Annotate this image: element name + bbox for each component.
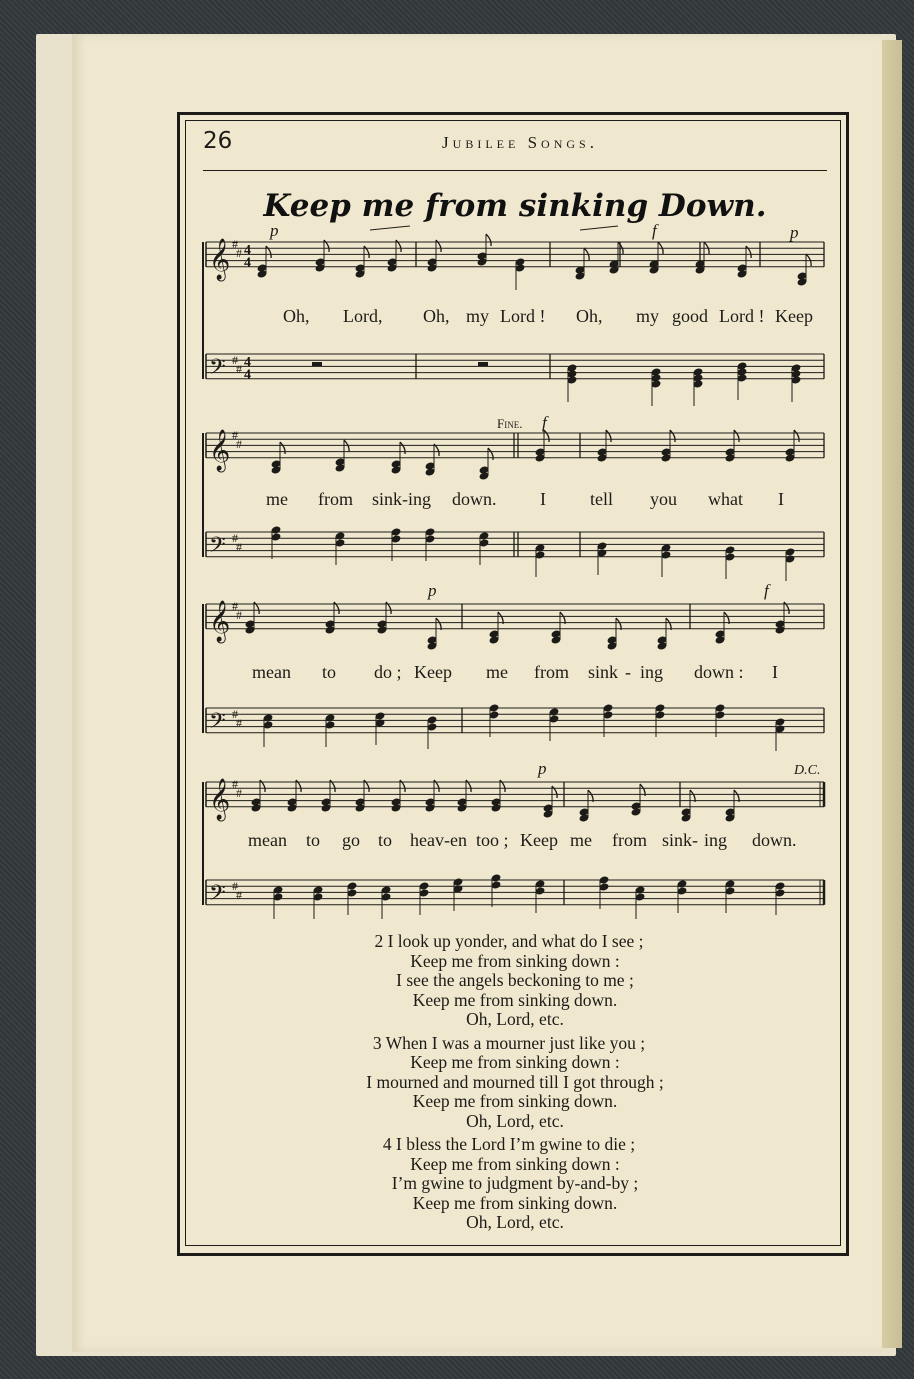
lyric-word: what: [708, 489, 743, 509]
note-flag: [486, 234, 491, 246]
lyric-word: from: [534, 662, 569, 682]
time-signature: 4: [244, 355, 251, 370]
sharp-icon: #: [236, 786, 242, 800]
lyric-word: tell: [590, 489, 613, 509]
verse-line: Oh, Lord, etc.: [466, 1212, 564, 1232]
lyric-word: Lord !: [500, 306, 546, 326]
lyric-word: too ;: [476, 830, 509, 850]
lyric-word: Keep: [775, 306, 813, 326]
verse-line: Keep me from sinking down.: [412, 1192, 618, 1213]
sharp-icon: #: [232, 531, 238, 545]
system-1-bass-staff: [206, 353, 824, 385]
sharp-icon: #: [236, 716, 242, 730]
note-flag: [344, 440, 349, 452]
lyric-word: I: [540, 489, 546, 509]
lyric-word: Oh,: [423, 306, 450, 326]
treble-clef-icon: 𝄞: [209, 600, 231, 642]
lyric-word: sink: [588, 662, 619, 682]
note-flag: [606, 430, 611, 442]
sharp-icon: #: [232, 353, 238, 367]
verse-line: Keep me from sinking down :: [410, 950, 620, 971]
sharp-icon: #: [232, 599, 238, 613]
lyric-word: I: [772, 662, 778, 682]
note-flag: [616, 618, 621, 630]
sharp-icon: #: [232, 777, 238, 791]
lyric-word: -: [625, 662, 631, 682]
note-flag: [794, 430, 799, 442]
lyric-word: you: [650, 489, 677, 509]
bass-clef-icon: 𝄢: [209, 880, 226, 911]
dynamic-forte: f: [764, 581, 769, 600]
lyric-word: Oh,: [576, 306, 603, 326]
lyric-word: Oh,: [283, 306, 310, 326]
time-signature: 4: [244, 243, 251, 258]
whole-rest-icon: [478, 362, 488, 366]
sharp-icon: #: [232, 707, 238, 721]
lyric-word: good: [672, 306, 708, 326]
dynamic-forte: f: [542, 413, 547, 432]
song-title: Keep me from sinking Down.: [263, 188, 767, 224]
sharp-icon: #: [236, 362, 242, 376]
sharp-icon: #: [236, 608, 242, 622]
lyric-word: do ;: [374, 662, 402, 682]
lyric-word: ing: [640, 662, 664, 682]
lyric-word: from: [318, 489, 353, 509]
sharp-icon: #: [232, 237, 238, 251]
sharp-icon: #: [232, 428, 238, 442]
verse-line: I mourned and mourned till I got through ;: [366, 1071, 664, 1092]
verse-line: Keep me from sinking down :: [410, 1052, 620, 1072]
sharp-icon: #: [236, 888, 242, 902]
verse-line: Keep me from sinking down.: [412, 1091, 618, 1111]
lyric-word: to: [306, 830, 321, 850]
note-flag: [280, 442, 285, 454]
verse-line: 3 When I was a mourner just like you ;: [372, 1032, 646, 1053]
bass-clef-icon: 𝄢: [209, 354, 226, 385]
verse-line: Keep me from sinking down.: [412, 989, 618, 1010]
note-flag: [734, 430, 739, 442]
time-signature: 4: [244, 255, 251, 271]
lyric-word: down.: [752, 830, 797, 850]
dynamic-piano: p: [790, 223, 799, 242]
verse-line: 2 I look up yonder, and what do I see ;: [374, 931, 644, 951]
lyric-word: ing: [704, 830, 728, 850]
note-flag: [670, 430, 675, 442]
lyric-word: go: [342, 830, 360, 850]
dynamic-forte: f: [652, 221, 657, 240]
lyric-word: to: [378, 830, 393, 850]
treble-clef-icon: 𝄞: [209, 238, 231, 280]
lyric-word: me: [570, 830, 592, 850]
lyric-word: my: [466, 306, 490, 326]
verse-4: [200, 1135, 830, 1233]
crescendo-hairpin: [370, 226, 410, 230]
lyric-word: Lord,: [343, 306, 383, 326]
sharp-icon: #: [232, 879, 238, 893]
lyric-word: mean: [248, 830, 287, 850]
verses: [200, 932, 830, 1237]
lyric-word: Keep: [414, 662, 452, 682]
system-1-treble-staff: [206, 237, 824, 281]
bass-clef-icon: 𝄢: [209, 708, 226, 739]
lyric-word: from: [612, 830, 647, 850]
page-number: 26: [203, 128, 233, 154]
lyric-word: sink-ing: [372, 489, 432, 509]
system-3-treble-staff: [206, 599, 824, 643]
lyric-word: Lord !: [719, 306, 765, 326]
note-flag: [436, 618, 441, 630]
dynamic-piano: p: [538, 759, 547, 778]
lyric-word: sink-: [662, 830, 698, 850]
verse-line: I’m gwine to judgment by-and-by ;: [391, 1173, 639, 1193]
sharp-icon: #: [236, 437, 242, 451]
fine-marking: Fine.: [497, 416, 523, 431]
lyric-word: mean: [252, 662, 291, 682]
bass-clef-icon: 𝄢: [209, 532, 226, 563]
verse-line: Oh, Lord, etc.: [466, 1009, 564, 1029]
lyric-word: down.: [452, 489, 497, 509]
note-flag: [806, 254, 811, 266]
system-3-bass-staff: [206, 707, 824, 739]
note-flag: [400, 442, 405, 454]
verse-line: Oh, Lord, etc.: [466, 1110, 564, 1131]
treble-clef-icon: 𝄞: [209, 778, 231, 820]
dynamic-piano: p: [428, 581, 437, 600]
sharp-icon: #: [236, 540, 242, 554]
lyric-word: me: [486, 662, 508, 682]
note-flag: [666, 618, 671, 630]
verse-line: Keep me from sinking down :: [410, 1153, 620, 1174]
lyric-word: me: [266, 489, 288, 509]
treble-clef-icon: 𝄞: [209, 429, 231, 471]
lyric-word: to: [322, 662, 337, 682]
running-head: Jubilee Songs.: [442, 133, 598, 152]
sharp-icon: #: [236, 246, 242, 260]
dynamic-piano: p: [270, 221, 279, 240]
verse-2: [200, 932, 830, 1030]
lyric-word: down :: [694, 662, 744, 682]
whole-rest-icon: [312, 362, 322, 366]
lyric-word: my: [636, 306, 660, 326]
da-capo-marking: D.C.: [794, 763, 821, 778]
lyric-word: Keep: [520, 830, 558, 850]
verse-line: 4 I bless the Lord I’m gwine to die ;: [382, 1134, 636, 1154]
lyric-word: heav-en: [410, 830, 467, 850]
crescendo-hairpin: [580, 226, 618, 230]
verse-3: [200, 1034, 830, 1132]
lyric-word: I: [778, 489, 784, 509]
time-signature: 4: [244, 367, 251, 383]
verse-line: I see the angels beckoning to me ;: [396, 970, 634, 990]
